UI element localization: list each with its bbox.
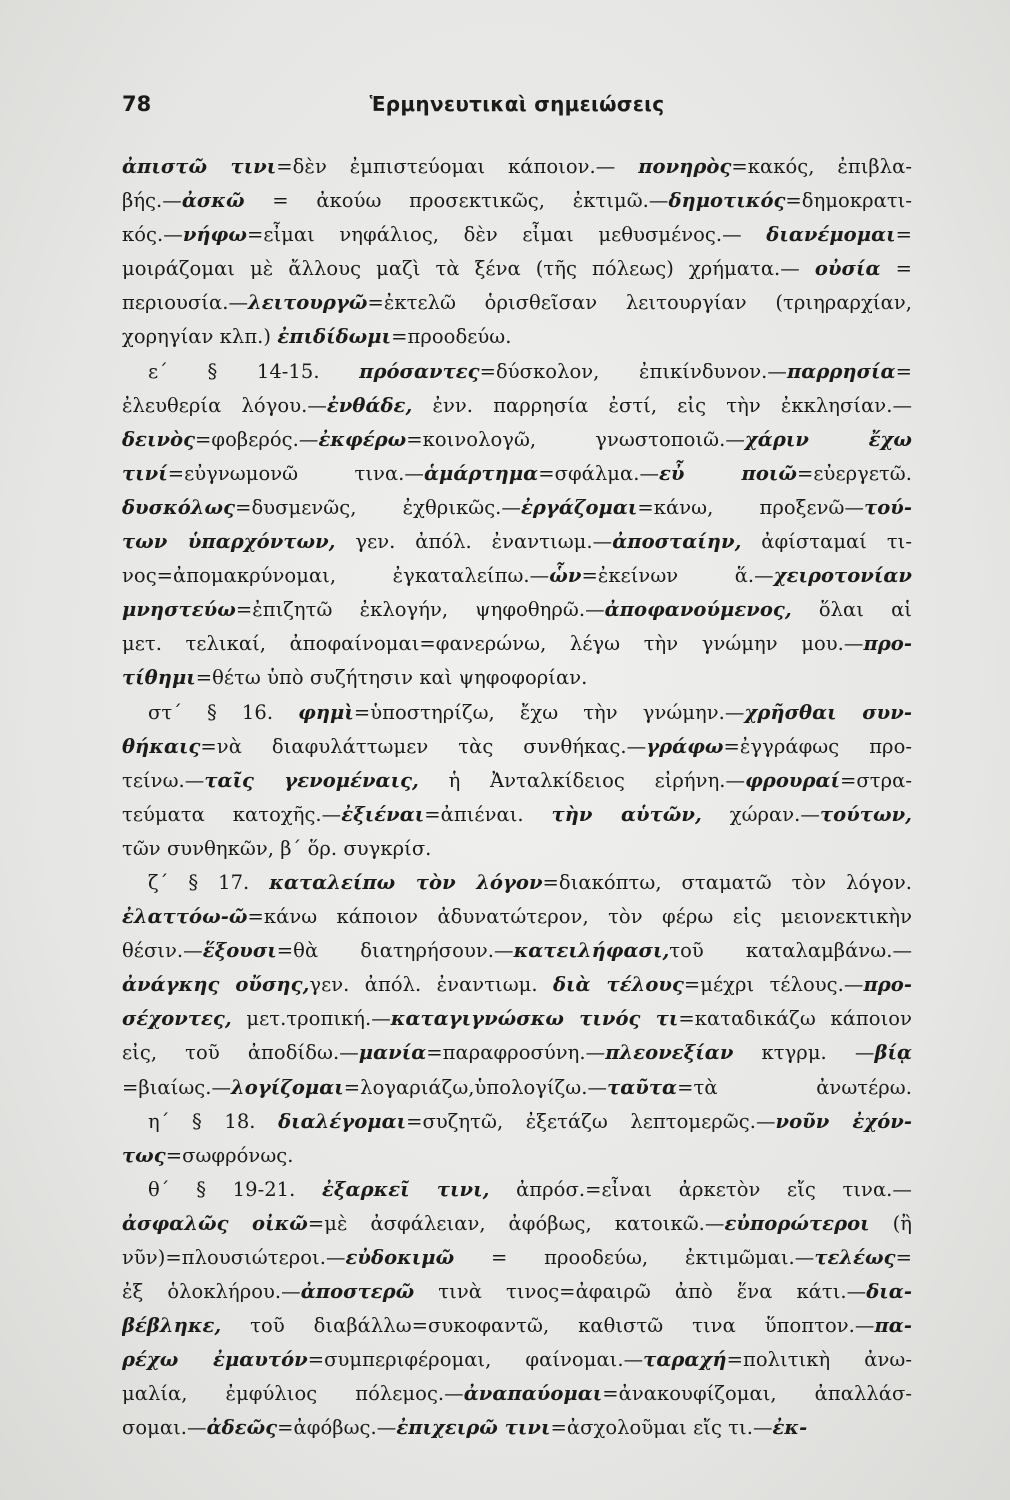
text-line (122, 900, 912, 934)
text-line (122, 1275, 912, 1309)
glossary-definition: =ὑποστηρίζω, ἔχω τὴν γνώμην.— (353, 700, 745, 724)
glossary-definition: =εἶμαι νηφάλιος, δὲν εἶμαι μεθυσμένος.— (246, 223, 767, 247)
glossary-definition: =καταδικάζω κάποιον (678, 1007, 912, 1031)
glossary-term: προ- (863, 632, 912, 656)
text-line (122, 1343, 912, 1377)
glossary-term: θήκαις (122, 734, 201, 758)
glossary-term: δυσκόλως (122, 495, 236, 519)
glossary-definition: =θὰ διατηρήσουν.— (276, 939, 514, 963)
glossary-definition: η΄ § 18. (148, 1109, 279, 1133)
glossary-term: φημὶ (298, 700, 354, 724)
glossary-term: ἀδεῶς (206, 1416, 278, 1440)
glossary-definition: =ἀσχολοῦμαι εἴς τι.— (550, 1416, 773, 1440)
glossary-definition: =νὰ διαφυλάττωμεν τὰς συνθήκας.— (200, 734, 647, 758)
text-line (122, 1002, 912, 1036)
glossary-definition: ἐλευθερία λόγου.— (122, 393, 327, 417)
glossary-definition: =συζητῶ, ἐξετάζω λεπτομερῶς.— (406, 1109, 776, 1133)
glossary-definition: τῶν συνθηκῶν, β΄ ὅρ. συγκρίσ. (122, 836, 432, 860)
glossary-term: εὐπορώτεροι (724, 1211, 870, 1235)
glossary-term: ἀποστερῶ (300, 1280, 415, 1304)
text-line (122, 593, 912, 627)
glossary-definition: νος=ἀπομακρύνομαι, ἐγκαταλείπω.— (122, 564, 550, 588)
glossary-definition: εἰς, τοῦ ἀποδίδω.— (122, 1041, 359, 1065)
glossary-definition: =πολιτικὴ ἀνω- (726, 1348, 912, 1372)
glossary-term: λειτουργῶ (248, 291, 368, 315)
text-line (122, 423, 912, 457)
glossary-term: δεινὸς (122, 427, 196, 451)
text-line (122, 968, 912, 1002)
glossary-term: παρρησία (786, 359, 896, 383)
glossary-definition: = (895, 223, 912, 247)
glossary-term: ἐξαρκεῖ τινι, (322, 1177, 490, 1201)
glossary-definition: κτγρμ. — (733, 1041, 875, 1065)
glossary-term: δια- (866, 1280, 912, 1304)
glossary-definition: = (895, 1246, 912, 1269)
glossary-term: ἀποφανούμενος, (604, 598, 792, 622)
glossary-term: πλεονεξίαν (605, 1041, 734, 1065)
glossary-term: βίᾳ (874, 1041, 912, 1065)
glossary-definition: ζ΄ § 17. (148, 870, 270, 894)
glossary-term: δημοτικός (668, 189, 786, 213)
glossary-definition: =ἐγγράφως προ- (723, 734, 912, 758)
glossary-term: εὐδοκιμῶ (345, 1246, 455, 1269)
text-line (122, 457, 912, 491)
glossary-term: ἀναπαύομαι (463, 1382, 603, 1406)
running-title: Ἑρμηνευτικαὶ σημειώσεις (369, 92, 665, 116)
glossary-term: τελέως (814, 1246, 896, 1269)
glossary-definition: τινὰ τινος=ἀφαιρῶ ἀπὸ ἕνα κάτι.— (414, 1280, 867, 1304)
glossary-term: ἀπιστῶ τινι (122, 155, 277, 178)
glossary-term: γράφω (646, 734, 724, 758)
glossary-definition: =ἀπιέναι. (424, 802, 552, 826)
glossary-term: ἐργάζομαι (520, 495, 638, 519)
glossary-term: νήφω (182, 223, 247, 247)
glossary-definition: θέσιν.— (122, 939, 203, 963)
glossary-definition: μετ. τελικαί, ἀποφαίνομαι=φανερώνω, λέγω τὴν γνώμην μου.— (122, 632, 864, 656)
text-line (122, 559, 912, 593)
glossary-term: οὐσία (814, 257, 881, 281)
glossary-definition: =μέχρι τέλους.— (683, 973, 864, 997)
text-line (122, 934, 912, 968)
glossary-definition: =κακός, ἐπιβλα- (731, 155, 912, 178)
glossary-definition: τεύματα κατοχῆς.— (122, 802, 342, 826)
glossary-definition: ἀφίσταμαί τι- (741, 530, 912, 554)
text-line (122, 696, 912, 730)
glossary-definition: ἐνν. παρρησία ἐστί, εἰς τὴν ἐκκλησίαν.— (412, 393, 912, 417)
glossary-definition: =ἐπιζητῶ ἐκλογήν, ψηφοθηρῶ.— (235, 598, 605, 622)
glossary-term: καταλείπω τὸν λόγον (269, 870, 543, 894)
text-line (122, 286, 912, 320)
glossary-term: ἀνάγκης οὔσης, (122, 973, 310, 997)
glossary-definition: μαλία, ἐμφύλιος πόλεμος.— (122, 1382, 464, 1406)
glossary-term: ἐξιέναι (341, 802, 425, 826)
text-line (122, 320, 912, 354)
glossary-definition: =σωφρόνως. (165, 1143, 294, 1167)
glossary-definition: τοῦ διαβάλλω=συκοφαντῶ, καθιστῶ τινα ὕποπτον.— (221, 1314, 875, 1338)
page-header (122, 92, 912, 128)
glossary-definition: γεν. ἀπόλ. ἐναντιωμ. (309, 973, 553, 997)
glossary-term: πρόσαντες (359, 359, 480, 383)
glossary-term: ρέχω ἐμαυτόν (122, 1348, 308, 1372)
glossary-term: πονηρὸς (638, 155, 732, 178)
glossary-definition: τοῦ καταλαμβάνω.— (669, 939, 912, 963)
glossary-term: φρουραί (745, 768, 841, 792)
glossary-definition: χορηγίαν κλπ.) (122, 325, 278, 349)
text-line (122, 661, 912, 695)
glossary-definition: σομαι.— (122, 1416, 207, 1440)
glossary-definition: ε΄ § 14-15. (148, 359, 360, 383)
text-line (122, 1139, 912, 1173)
glossary-term: ἀσφαλῶς οἰκῶ (122, 1211, 308, 1235)
glossary-definition: =παραφροσύνη.— (426, 1041, 606, 1065)
glossary-term: ὧν (549, 564, 582, 588)
text-line (122, 866, 912, 900)
glossary-definition: (ἢ (869, 1211, 912, 1235)
glossary-term: λογίζομαι (231, 1075, 344, 1099)
glossary-term: ταῖς γενομέναις, (204, 768, 419, 792)
glossary-term: τως (122, 1143, 166, 1167)
text-line (122, 1173, 912, 1207)
glossary-term: σέχοντες, (122, 1007, 232, 1031)
glossary-definition: =ἀνακουφίζομαι, ἀπαλλάσ- (602, 1382, 912, 1406)
glossary-term: τὴν αὑτῶν, (551, 802, 702, 826)
glossary-term: ἐκ- (772, 1416, 808, 1440)
glossary-term: τινί (122, 461, 168, 485)
text-line (122, 218, 912, 252)
glossary-definition: =κάνω, προξενῶ— (637, 495, 865, 519)
glossary-definition: ἡ Ἀνταλκίδειος εἰρήνη.— (418, 768, 746, 792)
glossary-term: ἀσκῶ (181, 189, 245, 213)
glossary-definition: =εὐγνωμονῶ τινα.— (167, 461, 424, 485)
glossary-definition: =διακόπτω, σταματῶ τὸν λόγον. (542, 870, 912, 894)
text-line (122, 150, 912, 184)
glossary-term: πα- (874, 1314, 912, 1338)
glossary-definition: γεν. ἀπόλ. ἐναντιωμ.— (335, 530, 613, 554)
glossary-definition: =βιαίως.— (122, 1075, 232, 1099)
text-line (122, 525, 912, 559)
glossary-definition: χώραν.— (701, 802, 820, 826)
glossary-definition: ἀπρόσ.=εἶναι ἀρκετὸν εἴς τινα.— (489, 1177, 912, 1201)
glossary-definition: =προοδεύω. (391, 325, 512, 349)
text-line (122, 389, 912, 423)
glossary-definition: =συμπεριφέρομαι, φαίνομαι.— (307, 1348, 644, 1372)
glossary-definition: =τὰ ἀνωτέρω. (677, 1075, 912, 1099)
glossary-term: ἐλαττόω-ῶ (122, 905, 248, 929)
glossary-definition: =εὐεργετῶ. (797, 461, 912, 485)
glossary-definition: =φοβερός.— (195, 427, 319, 451)
glossary-definition: =δυσμενῶς, ἐχθρικῶς.— (235, 495, 521, 519)
glossary-definition: κός.— (122, 223, 183, 247)
glossary-definition: στ΄ § 16. (148, 700, 299, 724)
glossary-term: ἕξουσι (202, 939, 277, 963)
glossary-term: χάριν ἔχω (744, 427, 912, 451)
glossary-definition: = προοδεύω, ἐκτιμῶμαι.— (454, 1246, 815, 1269)
glossary-definition: = (895, 359, 912, 383)
text-line (122, 1071, 912, 1105)
glossary-definition: νῦν)=πλουσιώτεροι.— (122, 1246, 346, 1269)
glossary-definition: μοιράζομαι μὲ ἄλλους μαζὶ τὰ ξένα (τῆς πόλεως) χρήματα.— (122, 257, 815, 281)
text-line (122, 1105, 912, 1139)
glossary-term: χειροτονίαν (773, 564, 912, 588)
glossary-term: νοῦν ἐχόν- (775, 1109, 912, 1133)
glossary-term: ἐπιχειρῶ τινι (396, 1416, 551, 1440)
glossary-term: τούτων, (819, 802, 912, 826)
text-line (122, 832, 912, 866)
glossary-definition: =κάνω κάποιον ἀδυνατώτερον, τὸν φέρω εἰς μειονεκτικὴν (247, 905, 912, 929)
glossary-definition: ἐξ ὁλοκλήρου.— (122, 1280, 301, 1304)
glossary-definition: ὅλαι αἱ (791, 598, 912, 622)
glossary-definition: =μὲ ἀσφάλειαν, ἀφόβως, κατοικῶ.— (307, 1211, 725, 1235)
glossary-term: ἐνθάδε, (326, 393, 413, 417)
glossary-term: ταῦτα (607, 1075, 678, 1099)
glossary-definition: =ἀφόβως.— (277, 1416, 397, 1440)
text-line (122, 730, 912, 764)
glossary-term: ἐκφέρω (318, 427, 407, 451)
text-line (122, 1036, 912, 1070)
glossary-term: ἀποσταίην, (612, 530, 742, 554)
glossary-term: διανέμομαι (766, 223, 896, 247)
text-line (122, 491, 912, 525)
text-line (122, 798, 912, 832)
text-line (122, 764, 912, 798)
glossary-definition: =κοινολογῶ, γνωστοποιῶ.— (406, 427, 745, 451)
text-line (122, 1309, 912, 1343)
glossary-term: των ὑπαρχόντων, (122, 530, 336, 554)
glossary-definition: θ΄ § 19-21. (148, 1177, 323, 1201)
glossary-definition: = (880, 257, 912, 281)
glossary-term: ἁμάρτημα (423, 461, 539, 485)
glossary-definition: =λογαριάζω,ὑπολογίζω.— (343, 1075, 608, 1099)
glossary-definition: =σφάλμα.— (538, 461, 660, 485)
glossary-definition: =ἐκείνων ἅ.— (581, 564, 774, 588)
glossary-term: καταγιγνώσκω τινός τι (390, 1007, 679, 1031)
text-line (122, 627, 912, 661)
glossary-term: μνηστεύω (122, 598, 236, 622)
text-line (122, 1207, 912, 1241)
text-line (122, 184, 912, 218)
glossary-term: κατειλήφασι, (513, 939, 670, 963)
glossary-term: μανία (358, 1041, 427, 1065)
glossary-definition: μετ.τροπική.— (231, 1007, 391, 1031)
glossary-definition: βής.— (122, 189, 182, 213)
glossary-term: προ- (863, 973, 912, 997)
glossary-definition: =ἐκτελῶ ὁρισθεῖσαν λειτουργίαν (τριηραρχίαν, (367, 291, 912, 315)
glossary-term: βέβληκε, (122, 1314, 222, 1338)
glossary-definition: περιουσία.— (122, 291, 248, 315)
glossary-definition: =δὲν ἐμπιστεύομαι κάποιον.— (276, 155, 639, 178)
glossary-definition: = ἀκούω προσεκτικῶς, ἐκτιμῶ.— (244, 189, 669, 213)
glossary-definition: =στρα- (840, 768, 912, 792)
text-line (122, 355, 912, 389)
glossary-term: χρῆσθαι συν- (744, 700, 912, 724)
page-number: 78 (122, 92, 152, 116)
text-line (122, 1377, 912, 1411)
glossary-term: ταραχή (643, 1348, 727, 1372)
glossary-term: ἐπιδίδωμι (277, 325, 392, 349)
glossary-term: διαλέγομαι (278, 1109, 407, 1133)
glossary-definition: τείνω.— (122, 768, 205, 792)
glossary-definition: =δημοκρατι- (785, 189, 912, 213)
glossary-term: τού- (864, 495, 912, 519)
text-line (122, 1411, 912, 1445)
glossary-definition: =δύσκολον, ἐπικίνδυνον.— (479, 359, 787, 383)
text-line (122, 252, 912, 286)
glossary-term: διὰ τέλους (553, 973, 684, 997)
text-line (122, 1241, 912, 1275)
glossary-definition: =θέτω ὑπὸ συζήτησιν καὶ ψηφοφορίαν. (195, 666, 588, 690)
glossary-term: τίθημι (122, 666, 196, 690)
glossary-text (122, 150, 912, 1446)
glossary-term: εὖ ποιῶ (659, 461, 797, 485)
